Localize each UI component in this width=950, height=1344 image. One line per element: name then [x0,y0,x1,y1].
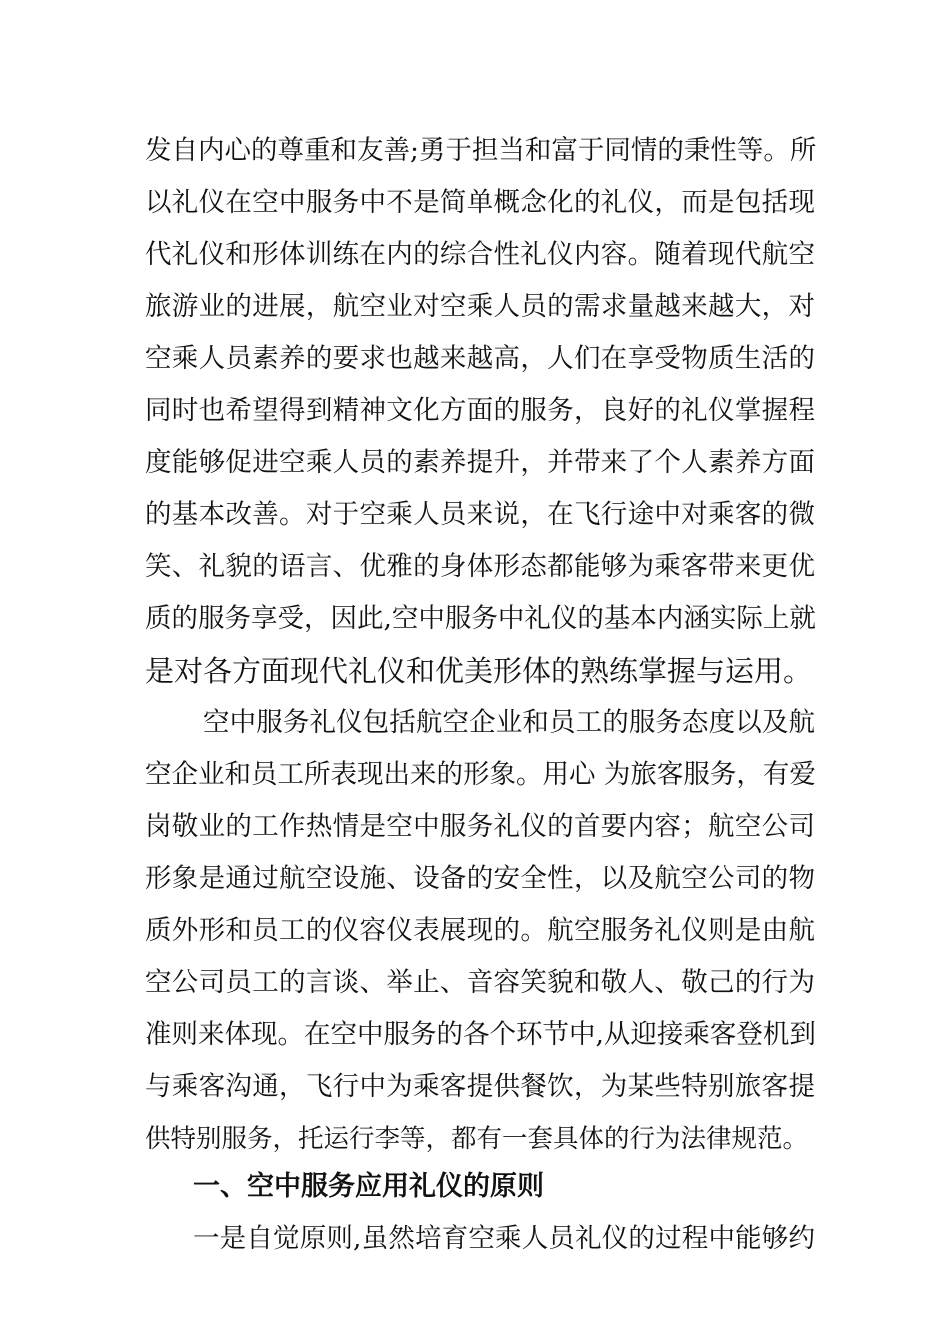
paragraph-2-line-5: 质外形和员工的仪容仪表展现的。航空服务礼仪则是由航 [145,915,815,946]
paragraph-1-line-9: 笑、礼貌的语言、优雅的身体形态都能够为乘客带来更优 [145,551,815,582]
paragraph-1-line-3: 代礼仪和形体训练在内的综合性礼仪内容。随着现代航空 [145,239,815,270]
paragraph-1-line-8: 的基本改善。对于空乘人员来说，在飞行途中对乘客的微 [145,499,815,530]
paragraph-2-line-6: 空公司员工的言谈、举止、音容笑貌和敬人、敬己的行为 [145,967,815,998]
paragraph-1-line-2: 以礼仪在空中服务中不是简单概念化的礼仪，而是包括现 [145,187,815,218]
paragraph-1-line-6: 同时也希望得到精神文化方面的服务，良好的礼仪掌握程 [145,395,815,426]
paragraph-1-line-4: 旅游业的进展，航空业对空乘人员的需求量越来越大，对 [145,291,815,322]
paragraph-2-line-7: 准则来体现。在空中服务的各个环节中,从迎接乘客登机到 [145,1019,816,1050]
paragraph-2-line-9: 供特别服务，托运行李等，都有一套具体的行为法律规范。 [145,1124,809,1154]
section-heading: 一、空中服务应用礼仪的原则 [193,1171,544,1202]
paragraph-2-line-2: 空企业和员工所表现出来的形象。用心 为旅客服务，有爱 [145,759,816,790]
paragraph-1-line-7: 度能够促进空乘人员的素养提升，并带来了个人素养方面 [145,447,815,478]
paragraph-1-line-5: 空乘人员素养的要求也越来越高，人们在享受物质生活的 [145,343,815,374]
paragraph-2-line-8: 与乘客沟通，飞行中为乘客提供餐饮，为某些特别旅客提 [145,1071,815,1102]
paragraph-3-line-1: 一是自觉原则,虽然培育空乘人员礼仪的过程中能够约 [193,1223,815,1254]
paragraph-1-line-11: 是对各方面现代礼仪和优美形体的熟练掌握与运用。 [145,654,813,688]
paragraph-2-line-3: 岗敬业的工作热情是空中服务礼仪的首要内容；航空公司 [145,811,815,842]
paragraph-1-line-1: 发自内心的尊重和友善;勇于担当和富于同情的秉性等。所 [145,135,817,166]
paragraph-2-line-4: 形象是通过航空设施、设备的安全性，以及航空公司的物 [145,863,815,894]
paragraph-1-line-10: 质的服务享受，因此,空中服务中礼仪的基本内涵实际上就 [145,603,816,634]
paragraph-2-line-1: 空中服务礼仪包括航空企业和员工的服务态度以及航 [203,707,815,738]
